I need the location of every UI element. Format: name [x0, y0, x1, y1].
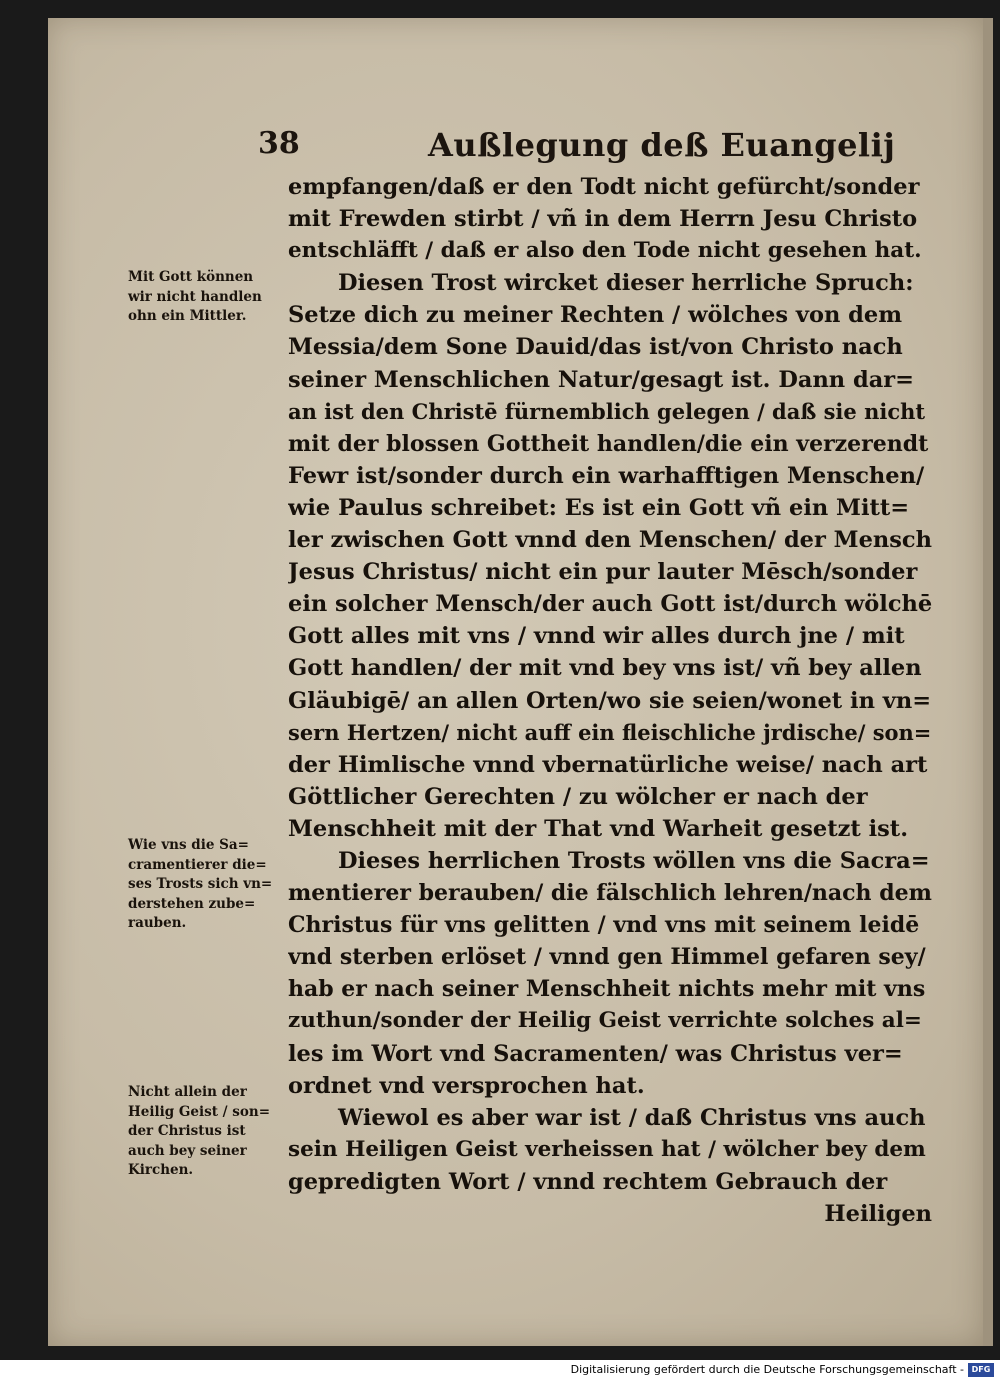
margin-note-line: wir nicht handlen — [128, 288, 262, 305]
text-line: gepredigten Wort / vnnd rechtem Gebrauch der — [288, 1168, 888, 1195]
page-number: 38 — [258, 126, 300, 161]
text-line: zuthun/sonder der Heilig Geist verrichte solches al= — [288, 1008, 922, 1034]
funding-notice: Digitalisierung gefördert durch die Deutsche Forschungsgemeinschaft - — [570, 1363, 964, 1376]
text-line: Jesus Christus/ nicht ein pur lauter Mēsch/sonder — [288, 559, 918, 586]
text-line: entschläfft / daß er also den Tode nicht gesehen hat. — [288, 238, 922, 264]
text-line: hab er nach seiner Menschheit nichts mehr mit vns — [288, 976, 926, 1003]
text-line: vnd sterben erlöset / vnnd gen Himmel gefaren sey/ — [288, 944, 926, 971]
text-line: wie Paulus schreibet: Es ist ein Gott vñ ein Mitt= — [288, 494, 910, 521]
text-line: Gott alles mit vns / vnnd wir alles durch jne / mit — [288, 623, 905, 650]
text-line: les im Wort vnd Sacramenten/ was Christus ver= — [288, 1040, 903, 1067]
text-line: Wiewol es aber war ist / daß Christus vns auch — [338, 1104, 926, 1131]
text-line: mit Frewden stirbt / vñ in dem Herrn Jesu Christo — [288, 206, 918, 233]
margin-note-line: Mit Gott können — [128, 269, 254, 285]
text-line: an ist den Christē fürnemblich gelegen / daß sie nicht — [288, 398, 926, 424]
text-line: Setze dich zu meiner Rechten / wölches von dem — [288, 302, 903, 329]
margin-note-line: cramentierer die= — [128, 856, 267, 873]
page-header — [258, 126, 898, 174]
text-line: ler zwischen Gott vnnd den Menschen/ der Mensch — [288, 527, 932, 554]
dfg-logo: DFG — [968, 1363, 994, 1377]
text-line: mentierer berauben/ die fälschlich lehren/nach dem — [288, 880, 932, 907]
margin-note-line: der Christus ist — [128, 1123, 246, 1139]
text-line: der Himlische vnnd vbernatürliche weise/ nach art — [288, 751, 928, 778]
margin-note-line: ses Trosts sich vn= — [128, 876, 273, 892]
catchword: Heiligen — [824, 1201, 932, 1227]
footer-bar — [0, 1360, 1000, 1379]
text-line: Gott handlen/ der mit vnd bey vns ist/ vñ bey allen — [288, 655, 922, 682]
text-line: Menschheit mit der That vnd Warheit gesetzt ist. — [288, 815, 909, 842]
text-line: ordnet vnd versprochen hat. — [288, 1072, 645, 1099]
margin-note — [128, 1083, 298, 1181]
text-line: Messia/dem Sone Dauid/das ist/von Christo nach — [288, 334, 903, 361]
text-line: mit der blossen Gottheit handlen/die ein verzerendt — [288, 430, 929, 457]
margin-note — [128, 268, 298, 327]
main-text-block — [288, 171, 932, 1230]
text-line: empfangen/daß er den Todt nicht gefürcht/sonder — [288, 174, 920, 200]
margin-note — [128, 836, 298, 934]
text-line: Dieses herrlichen Trosts wöllen vns die Sacra= — [338, 847, 930, 874]
text-line: sein Heiligen Geist verheissen hat / wölcher bey dem — [288, 1136, 926, 1162]
text-line: Göttlicher Gerechten / zu wölcher er nach der — [288, 783, 868, 810]
text-line: ein solcher Mensch/der auch Gott ist/durch wölchē — [288, 591, 932, 618]
margin-note-line: Nicht allein der — [128, 1084, 247, 1100]
running-title: Außlegung deß Euangelij — [428, 126, 896, 164]
margin-note-line: auch bey seiner — [128, 1142, 247, 1159]
text-line: Diesen Trost wircket dieser herrliche Spruch: — [338, 270, 914, 297]
margin-note-line: rauben. — [128, 915, 187, 931]
margin-note-line: ohn ein Mittler. — [128, 308, 247, 324]
text-line: Gläubigē/ an allen Orten/wo sie seien/wonet in vn= — [288, 687, 932, 714]
margin-note-line: Kirchen. — [128, 1162, 194, 1178]
text-line: Fewr ist/sonder durch ein warhafftigen Menschen/ — [288, 462, 925, 489]
text-line: seiner Menschlichen Natur/gesagt ist. Dann dar= — [288, 366, 915, 393]
margin-note-line: Wie vns die Sa= — [128, 837, 249, 853]
margin-note-line: Heilig Geist / son= — [128, 1103, 271, 1120]
text-line: Christus für vns gelitten / vnd vns mit seinem leidē — [288, 912, 920, 939]
text-line: sern Hertzen/ nicht auff ein fleischliche jrdische/ son= — [288, 719, 932, 745]
margin-note-line: derstehen zube= — [128, 895, 256, 912]
